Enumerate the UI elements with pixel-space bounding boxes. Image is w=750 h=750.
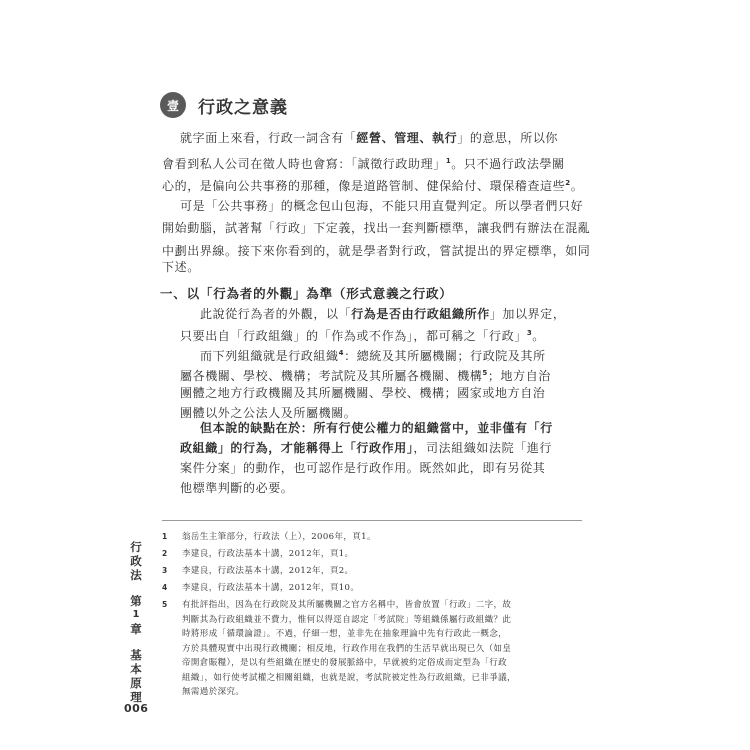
paragraph-5-line-2: 政組織」的行為，才能稱得上「行政作用」，司法組織如法院「進行 [180,441,553,455]
footnote-ref: 3 [526,329,533,337]
footnote-3: 3 李建良，行政法基本十講，2012年，頁2。 [162,566,354,576]
paragraph-4-line-2: 屬各機關、學校、機構；考試院及其所屬各機關、機構$^5$；地方自治 [180,369,551,383]
footnote-ref: 2 [565,179,571,187]
paragraph-4-line-1: 而下列組織就是行政組織$^4$：總統及其所屬機關；行政院及其所 [200,349,546,363]
page-number: 006 [124,702,149,715]
footnote-ref: 1 [445,156,452,165]
running-header-vertical: 行 政 法 第 1 章 基 本 原 理 [130,540,142,704]
paragraph-5-line-4: 他標準判斷的必要。 [180,481,294,495]
paragraph-2-line-3: 中劃出界線。接下來你看到的，就是學者對行政，嘗試提出的界定標準，如同 [162,243,591,258]
heading-title: 行政之意義 [198,97,288,118]
footnote-ref: 4 [338,349,345,357]
paragraph-4-line-4: 團體以外之公法人及所屬機關。 [180,406,357,420]
footnote-5: 5 有批評指出，因為在行政院及其所屬機關之官方名稱中，皆會放置「行政」二字，故 判斷其為行政組織並不費力，惟何以得逕自認定「考試院」等組織係屬行政組織？此 時將形成「循環論證」。不過，仔細一想，並非先在抽象理論中先有行政此一概念， 方於具體現實中出現行政機關；相反地，行政作用在我們的生活早就出現已久（如皇 帝開倉賑糧），是以有些組織在歷史的發展脈絡中，早就被約定俗成而定型為「行政 組織」，如行使考試權之相關組織，也就是說，考試院被定性為行政組織，已非爭議， 無需過於深究。 [162,600,516,697]
paragraph-1-line-2: 會看到私人公司在徵人時也會寫：「誠徵行政助理」$^1$。只不過行政法學關 [162,156,565,171]
footnote-4: 4 李建良，行政法基本十講，2012年，頁10。 [162,583,360,593]
paragraph-1-line-3: 心的，是偏向公共事務的那種，像是道路管制、健保給付、環保稽查這些$^2$。 [162,179,584,193]
section-heading [160,92,288,118]
footnote-divider [162,520,582,521]
paragraph-3-line-1: 此說從行為者的外觀，以「行為是否由行政組織所作」加以界定， [200,307,566,321]
footnote-1: 1 翁岳生主筆部分，行政法（上），2006年，頁1。 [162,532,376,542]
heading-number-badge: 壹 [160,92,186,118]
paragraph-1-line-1: 就字面上來看，行政一詞含有「經營、管理、執行」的意思，所以你 [180,131,559,145]
emphasis-text: 行為是否由行政組織所作 [351,307,490,321]
subsection-title: 一、以「行為者的外觀」為準（形式意義之行政） [160,286,453,301]
paragraph-5-line-3: 案件分案」的動作，也可認作是行政作用。既然如此，即有另從其 [180,461,546,475]
footnote-2: 2 李建良，行政法基本十講，2012年，頁1。 [162,549,354,559]
footnote-ref: 5 [482,369,488,377]
paragraph-3-line-2: 只要出自「行政組織」的「作為或不作為」，都可稱之「行政」$^3$。 [180,329,545,343]
paragraph-2-line-4: 下述。 [162,260,200,274]
emphasis-text: 經營、管理、執行 [356,131,458,145]
paragraph-2-line-2: 開始動腦，試著幫「行政」下定義，找出一套判斷標準，讓我們有辦法在混亂 [162,221,591,235]
paragraph-5-line-1: 但本說的缺點在於：所有行使公權力的組織當中，並非僅有「行 [200,421,553,435]
paragraph-2-line-1: 可是「公共事務」的概念包山包海，不能只用直覺判定。所以學者們只好 [180,198,584,213]
paragraph-4-line-3: 團體之地方行政機關及其所屬機關、學校、機構；國家或地方自治 [180,386,546,400]
